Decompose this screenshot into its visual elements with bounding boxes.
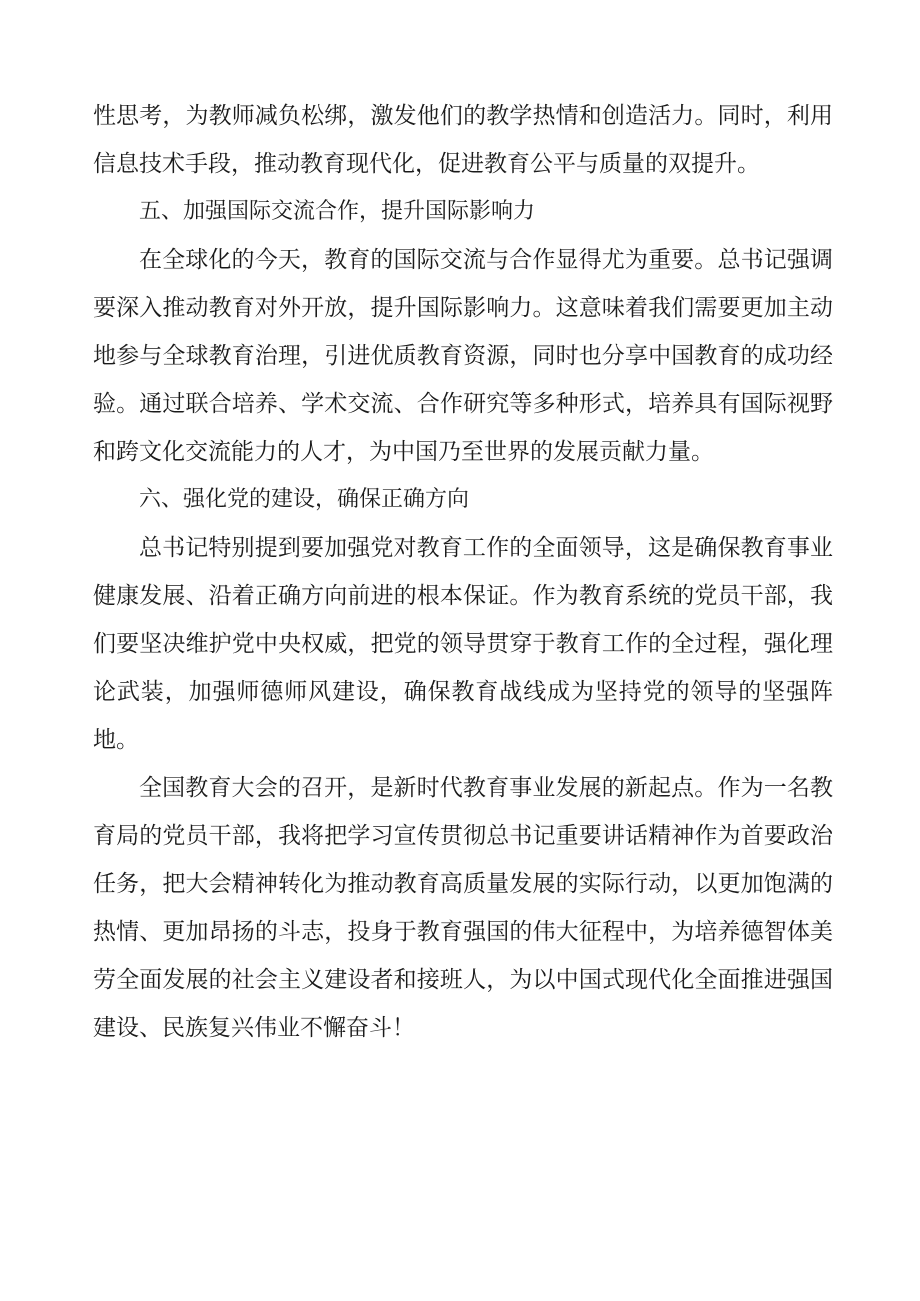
- paragraph-continuation: 性思考，为教师减负松绑，激发他们的教学热情和创造活力。同时，利用信息技术手段，推动教育现代化，促进教育公平与质量的双提升。: [93, 103, 833, 177]
- paragraph-party-building: 总书记特别提到要加强党对教育工作的全面领导，这是确保教育事业健康发展、沿着正确方向前进的根本保证。作为教育系统的党员干部，我们要坚决维护党中央权威，把党的领导贯穿于教育工作的全过程，强化理论武装，加强师德师风建设，确保教育战线成为坚持党的领导的坚强阵地。: [93, 535, 833, 753]
- paragraph-international-exchange: 在全球化的今天，教育的国际交流与合作显得尤为重要。总书记强调要深入推动教育对外开放，提升国际影响力。这意味着我们需要更加主动地参与全球教育治理，引进优质教育资源，同时也分享中国教育的成功经验。通过联合培养、学术交流、合作研究等多种形式，培养具有国际视野和跨文化交流能力的人才，为中国乃至世界的发展贡献力量。: [93, 247, 833, 465]
- section-heading-6: 六、强化党的建设，确保正确方向: [139, 487, 470, 512]
- document-body: [93, 92, 833, 1052]
- section-heading-5: 五、加强国际交流合作，提升国际影响力: [139, 199, 536, 224]
- paragraph-conclusion: 全国教育大会的召开，是新时代教育事业发展的新起点。作为一名教育局的党员干部，我将把学习宣传贯彻总书记重要讲话精神作为首要政治任务，把大会精神转化为推动教育高质量发展的实际行动，以更加饱满的热情、更加昂扬的斗志，投身于教育强国的伟大征程中，为培养德智体美劳全面发展的社会主义建设者和接班人，为以中国式现代化全面推进强国建设、民族复兴伟业不懈奋斗！: [93, 775, 833, 1041]
